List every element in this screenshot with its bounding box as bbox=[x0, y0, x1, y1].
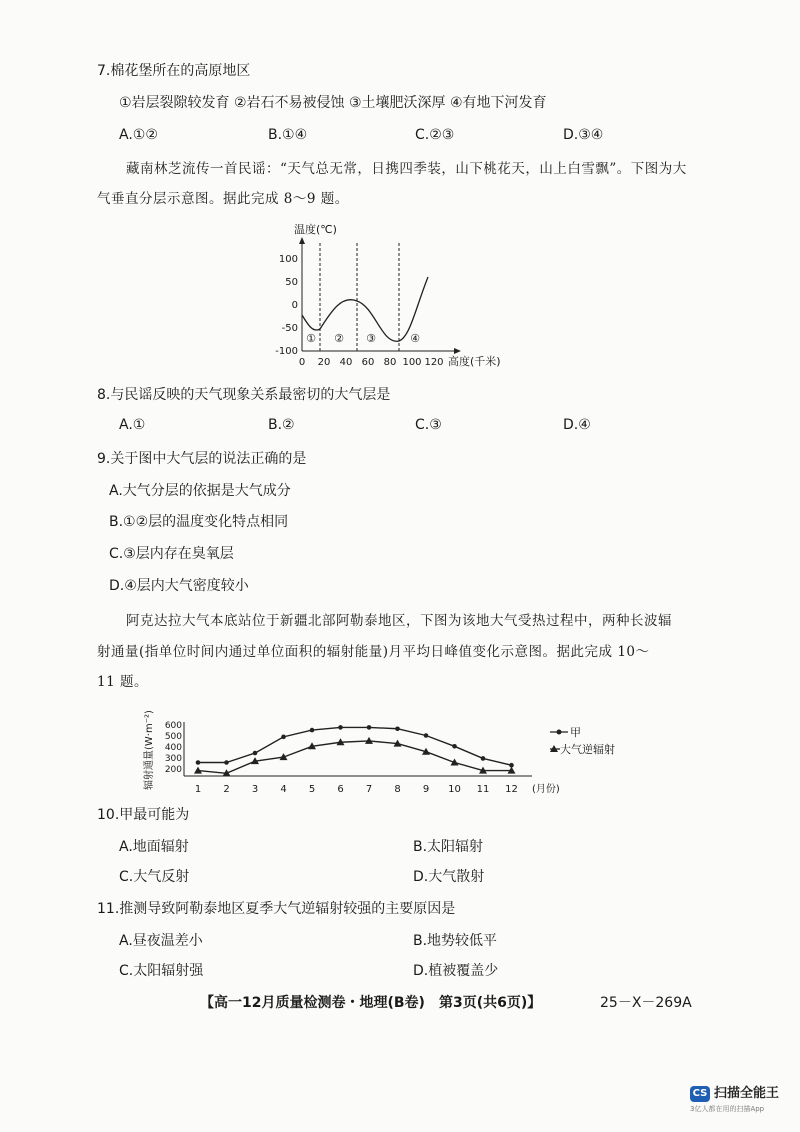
atmosphere-temperature-chart bbox=[275, 215, 540, 380]
footer-title: 【高一12月质量检测卷・地理(B卷) 第3页(共6页)】 bbox=[200, 995, 542, 1011]
chart1-xtick: 0 bbox=[298, 357, 306, 368]
chart1-ytick: -50 bbox=[281, 323, 298, 334]
radiation-flux-chart bbox=[140, 700, 615, 800]
intro-8-9-line1: 藏南林芝流传一首民谣：“天气总无常，日携四季装，山下桃花天，山上白雪飘”。下图为大 bbox=[126, 161, 687, 177]
chart2-xtick: 7 bbox=[365, 784, 373, 795]
q11-stem: 11.推测导致阿勒泰地区夏季大气逆辐射较强的主要原因是 bbox=[97, 901, 456, 917]
chart2-xtick: 11 bbox=[476, 784, 490, 795]
intro-10-11-line1: 阿克达拉大气本底站位于新疆北部阿勒泰地区，下图为该地大气受热过程中，两种长波辐 bbox=[126, 613, 672, 629]
scanner-watermark-name: 扫描全能王 bbox=[714, 1086, 780, 1101]
chart2-ytick: 600 bbox=[164, 721, 182, 731]
chart1-x-arrow bbox=[454, 348, 461, 354]
chart1-xtick: 80 bbox=[383, 357, 397, 368]
q9-stem: 9.关于图中大气层的说法正确的是 bbox=[97, 451, 307, 467]
q10-option-a: A.地面辐射 bbox=[119, 839, 189, 855]
chart2-xtick: 10 bbox=[448, 784, 461, 795]
chart1-xtick: 100 bbox=[402, 357, 422, 368]
q10-option-d: D.大气散射 bbox=[413, 869, 485, 885]
q10-option-c: C.大气反射 bbox=[119, 869, 190, 885]
q11-option-c: C.太阳辐射强 bbox=[119, 963, 204, 979]
chart2-ylabel: 辐射通量(W·m⁻²) bbox=[144, 710, 155, 790]
series-jia-point bbox=[367, 725, 372, 730]
q7-option-a: A.①② bbox=[119, 127, 158, 143]
chart2-xtick: 4 bbox=[280, 784, 287, 795]
layer-label-1: ① bbox=[306, 332, 316, 345]
series-counter-radiation-point bbox=[194, 767, 202, 774]
chart2-xtick: 6 bbox=[337, 784, 344, 795]
chart1-ytick: -100 bbox=[275, 346, 298, 357]
chart2-ytick: 200 bbox=[164, 765, 182, 775]
chart2-xtick: 1 bbox=[194, 784, 202, 795]
q11-option-b: B.地势较低平 bbox=[413, 933, 498, 949]
chart1-ytick: 50 bbox=[285, 277, 298, 288]
series-jia-point bbox=[310, 728, 315, 733]
q7-option-c: C.②③ bbox=[415, 127, 455, 143]
chart2-xtick: 5 bbox=[308, 784, 316, 795]
chart1-ytick: 100 bbox=[278, 254, 298, 265]
chart1-xtick: 120 bbox=[424, 357, 444, 368]
chart2-ytick: 300 bbox=[164, 754, 182, 764]
layer-label-4: ④ bbox=[410, 332, 420, 345]
q8-stem: 8.与民谣反映的天气现象关系最密切的大气层是 bbox=[97, 387, 391, 403]
chart2-xunit: (月份) bbox=[532, 784, 560, 795]
chart1-xtick: 20 bbox=[317, 357, 331, 368]
scanner-watermark-tagline: 3亿人都在用的扫描App bbox=[690, 1105, 765, 1113]
chart1-xtick: 60 bbox=[361, 357, 375, 368]
q11-option-a: A.昼夜温差小 bbox=[119, 933, 203, 949]
footer-code: 25－X－269A bbox=[600, 995, 692, 1011]
series-jia-point bbox=[395, 726, 400, 731]
chart1-y-arrow bbox=[299, 237, 305, 244]
q10-stem: 10.甲最可能为 bbox=[97, 807, 190, 823]
series-jia-point bbox=[281, 735, 286, 740]
q11-option-d: D.植被覆盖少 bbox=[413, 963, 499, 979]
intro-8-9-line2: 气垂直分层示意图。据此完成 8～9 题。 bbox=[97, 191, 349, 207]
scanner-logo-icon: CS bbox=[690, 1086, 710, 1102]
legend-jia-label: 甲 bbox=[570, 726, 581, 739]
q7-statements: ①岩层裂隙较发育 ②岩石不易被侵蚀 ③土壤肥沃深厚 ④有地下河发育 bbox=[119, 95, 547, 111]
q7-option-b: B.①④ bbox=[268, 127, 308, 143]
series-jia-point bbox=[338, 725, 343, 730]
series-counter-radiation-line bbox=[198, 741, 512, 773]
legend-ni-label: 大气逆辐射 bbox=[560, 743, 615, 756]
series-jia-point bbox=[196, 760, 201, 765]
chart1-xtick: 40 bbox=[339, 357, 353, 368]
chart2-xtick: 12 bbox=[505, 784, 518, 795]
intro-10-11-line3: 11 题。 bbox=[97, 674, 148, 690]
q8-option-c: C.③ bbox=[415, 417, 442, 433]
chart2-xtick: 9 bbox=[422, 784, 430, 795]
chart1-ytick: 0 bbox=[291, 300, 298, 311]
q7-option-d: D.③④ bbox=[563, 127, 604, 143]
chart2-xtick: 2 bbox=[223, 784, 230, 795]
series-jia-point bbox=[424, 733, 429, 738]
q10-option-b: B.太阳辐射 bbox=[413, 839, 484, 855]
series-jia-point bbox=[253, 751, 258, 756]
chart2-xtick: 3 bbox=[251, 784, 259, 795]
legend-jia-marker bbox=[557, 730, 562, 735]
intro-10-11-line2: 射通量(指单位时间内通过单位面积的辐射能量)月平均日峰值变化示意图。据此完成 10～ bbox=[97, 644, 650, 660]
q9-option-a: A.大气分层的依据是大气成分 bbox=[109, 483, 291, 499]
q8-option-a: A.① bbox=[119, 417, 146, 433]
series-jia-point bbox=[224, 760, 229, 765]
q9-option-b: B.①②层的温度变化特点相同 bbox=[109, 514, 289, 530]
series-jia-line bbox=[198, 727, 512, 765]
q8-option-d: D.④ bbox=[563, 417, 591, 433]
series-jia-point bbox=[481, 756, 486, 761]
chart1-xlabel: 高度(千米) bbox=[448, 355, 501, 368]
chart1-ylabel: 温度(℃) bbox=[294, 223, 337, 236]
q9-option-d: D.④层内大气密度较小 bbox=[109, 578, 249, 594]
q8-option-b: B.② bbox=[268, 417, 295, 433]
q7-stem: 7.棉花堡所在的高原地区 bbox=[97, 63, 251, 79]
layer-label-2: ② bbox=[334, 332, 344, 345]
q9-option-c: C.③层内存在臭氧层 bbox=[109, 546, 234, 562]
layer-label-3: ③ bbox=[366, 332, 376, 345]
chart2-xtick: 8 bbox=[394, 784, 401, 795]
chart2-ytick: 400 bbox=[164, 743, 182, 753]
chart2-ytick: 500 bbox=[164, 732, 182, 742]
series-jia-point bbox=[452, 744, 457, 749]
